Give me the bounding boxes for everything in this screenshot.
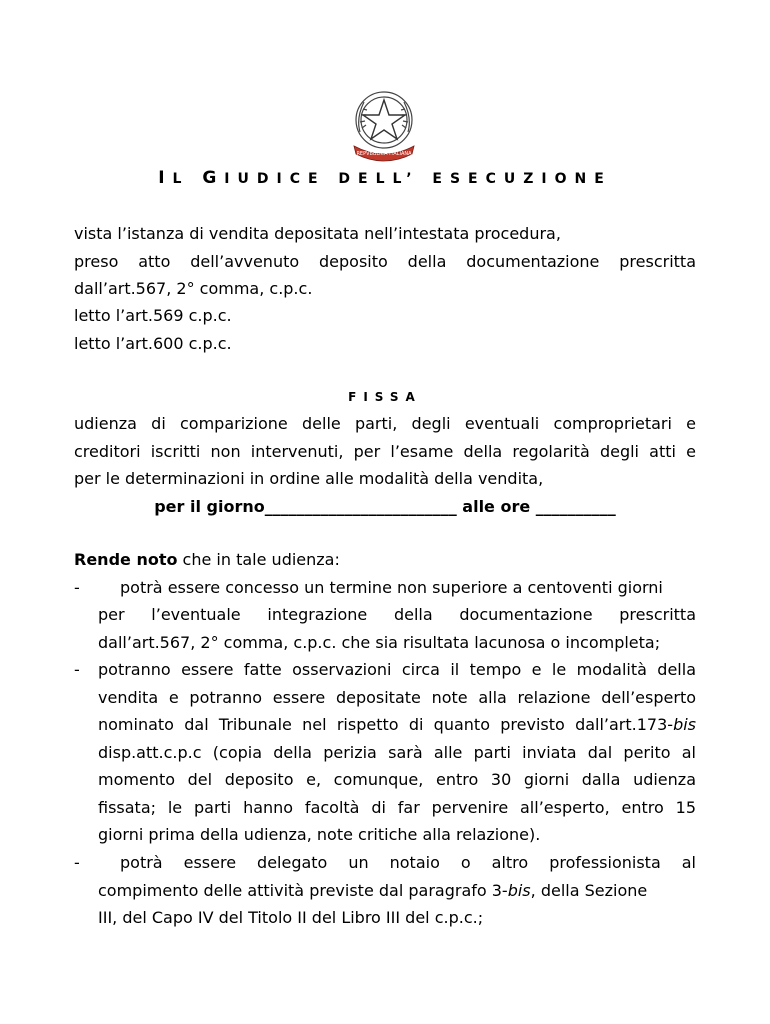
list-line: potrà essere delegato un notaio o altro professionista al <box>120 853 696 872</box>
intro-line: letto l’art.569 c.p.c. <box>74 306 232 325</box>
list-dash: - <box>74 578 80 597</box>
list-line: nominato dal Tribunale nel rispetto di quanto previsto dall’art.173-bis <box>98 715 696 734</box>
intro-line: letto l’art.600 c.p.c. <box>74 334 232 353</box>
list-line: disp.att.c.p.c (copia della perizia sarà alle parti inviata dal perito al <box>98 743 696 762</box>
rende-noto-bold: Rende noto <box>74 550 178 569</box>
intro-line: dall’art.567, 2° comma, c.p.c. <box>74 279 313 298</box>
republic-emblem <box>346 88 422 164</box>
list-line: III, del Capo IV del Titolo II del Libro III del c.p.c.; <box>98 908 484 927</box>
list-line: per l’eventuale integrazione della documentazione prescritta <box>98 605 696 624</box>
rende-noto-line <box>74 550 696 570</box>
list-line: vendita e potranno essere depositate note alla relazione dell’esperto <box>98 688 696 707</box>
list-line: potrà essere concesso un termine non superiore a centoventi giorni <box>120 578 663 597</box>
rende-noto-rest: che in tale udienza: <box>177 550 340 569</box>
emblem-caption: REPVBBLICA ITALIANA <box>356 151 412 157</box>
intro-line: preso atto dell’avvenuto deposito della documentazione prescritta <box>74 252 696 271</box>
italic-bis: bis <box>673 715 696 734</box>
list-dash: - <box>74 660 80 679</box>
fissa-heading: FISSA <box>348 390 422 404</box>
fissa-line: udienza di comparizione delle parti, degli eventuali comproprietari e <box>74 414 696 433</box>
list-dash: - <box>74 853 80 872</box>
list-line: giorni prima della udienza, note critiche alla relazione). <box>98 825 541 844</box>
page-title: IL GIUDICE DELL’ ESECUZIONE <box>158 168 612 188</box>
list-line: compimento delle attività previste dal paragrafo 3-bis, della Sezione <box>98 881 648 900</box>
fissa-line: per le determinazioni in ordine alle modalità della vendita, <box>74 469 544 488</box>
list-line: potranno essere fatte osservazioni circa il tempo e le modalità della <box>98 660 696 679</box>
italic-bis: bis <box>507 881 531 900</box>
list-line: dall’art.567, 2° comma, c.p.c. che sia risultata lacunosa o incompleta; <box>98 633 661 652</box>
fissa-line: creditori iscritti non intervenuti, per l’esame della regolarità degli atti e <box>74 442 696 461</box>
date-line: per il giorno________________________ alle ore __________ <box>154 497 616 516</box>
list-line: fissata; le parti hanno facoltà di far pervenire all’esperto, entro 15 <box>98 798 696 817</box>
list-line: momento del deposito e, comunque, entro 30 giorni dalla udienza <box>98 770 696 789</box>
intro-line: vista l’istanza di vendita depositata nell’intestata procedura, <box>74 224 561 243</box>
